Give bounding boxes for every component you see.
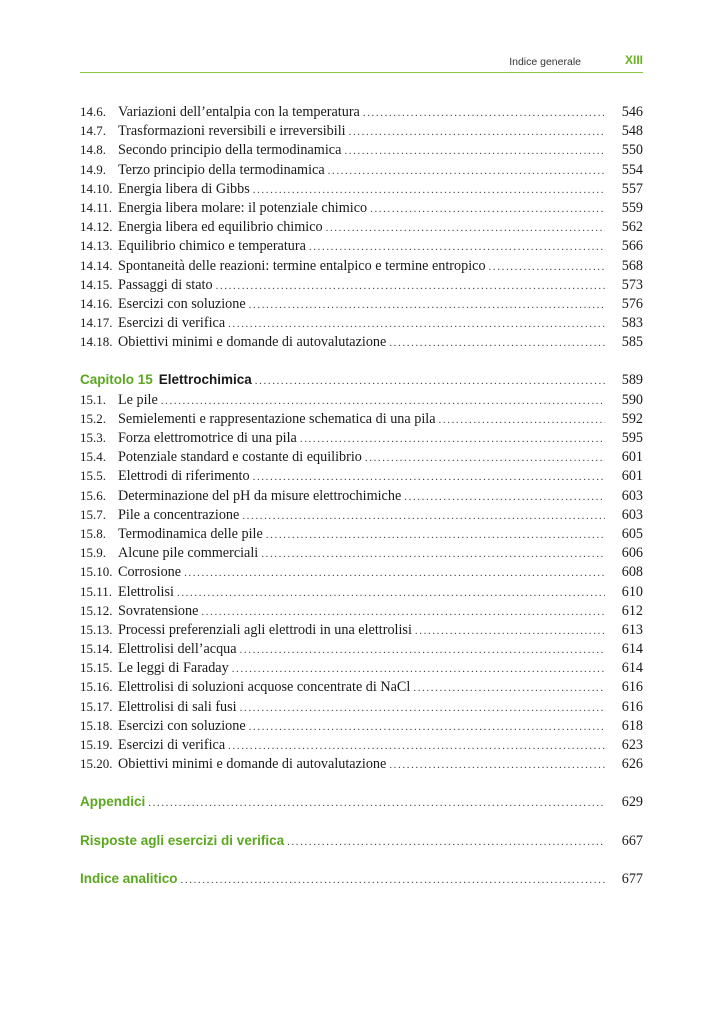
entry-title: Forza elettromotrice di una pila	[118, 430, 297, 446]
header-rule	[80, 72, 643, 73]
entry-page: 677	[621, 870, 643, 887]
entry-page: 608	[621, 564, 643, 581]
toc-entry[interactable]	[80, 716, 643, 735]
entry-number: 14.12.	[80, 219, 113, 235]
dot-leader	[328, 162, 605, 181]
dot-leader	[344, 142, 605, 161]
toc-entry[interactable]	[80, 735, 643, 754]
entry-number: 14.7.	[80, 123, 106, 139]
dot-leader	[240, 699, 605, 718]
dot-leader	[349, 123, 605, 142]
entry-page: 576	[621, 295, 643, 312]
dot-leader	[389, 756, 605, 775]
entry-page: 616	[621, 679, 643, 696]
entry-number: 15.5.	[80, 468, 106, 484]
dot-leader	[181, 871, 605, 890]
entry-title: Elettrolisi	[118, 583, 174, 600]
entry-page: 614	[621, 660, 643, 677]
entry-number: 15.2.	[80, 410, 106, 426]
toc-entry[interactable]	[80, 486, 643, 505]
dot-leader	[161, 392, 605, 411]
chapter-15-heading[interactable]	[80, 370, 643, 389]
entry-page: 614	[621, 641, 643, 658]
entry-title: Elettrolisi di sali fusi	[118, 698, 237, 715]
entry-page: 595	[621, 430, 643, 446]
entry-number: 15.15.	[80, 660, 113, 676]
entry-number: 15.3.	[80, 430, 106, 445]
entry-number: 15.12.	[80, 602, 113, 618]
entry-number: 15.14.	[80, 641, 113, 657]
toc-entry[interactable]	[80, 754, 643, 773]
entry-page: 603	[621, 487, 643, 504]
entry-number: 14.6.	[80, 104, 106, 119]
toc-entry[interactable]	[80, 466, 643, 485]
toc-entry[interactable]	[80, 409, 643, 428]
dot-leader	[363, 104, 605, 123]
dot-leader	[216, 277, 605, 296]
dot-leader	[228, 737, 605, 756]
chapter-label: Capitolo 15	[80, 372, 153, 388]
dot-leader	[439, 411, 605, 430]
dot-leader	[489, 258, 605, 277]
entry-page: 546	[621, 104, 643, 120]
toc-entry[interactable]	[80, 179, 643, 198]
dot-leader	[266, 526, 605, 545]
entry-page: 589	[621, 372, 643, 389]
dot-leader	[232, 660, 605, 679]
entry-page: 610	[621, 583, 643, 600]
entry-number: 15.20.	[80, 756, 113, 772]
entry-page: 601	[621, 468, 643, 485]
entry-title: Variazioni dell’entalpia con la temperatura	[118, 104, 360, 120]
entry-number: 15.9.	[80, 545, 106, 561]
entry-page: 603	[621, 506, 643, 523]
dot-leader	[415, 622, 605, 641]
toc-entry[interactable]	[80, 543, 643, 562]
entry-page: 554	[621, 161, 643, 178]
risposte-entry[interactable]	[80, 831, 643, 850]
toc-entry[interactable]	[80, 160, 643, 179]
toc-entry[interactable]	[80, 217, 643, 236]
entry-title: Elettrolisi dell’acqua	[118, 641, 237, 658]
dot-leader	[148, 794, 605, 813]
dot-leader	[370, 200, 605, 219]
entry-number: 14.10.	[80, 180, 113, 196]
entry-title: Energia libera di Gibbs	[118, 180, 250, 197]
entry-title: Esercizi di verifica	[118, 737, 226, 753]
dot-leader	[309, 238, 605, 257]
toc-entry[interactable]	[80, 121, 643, 140]
toc-entry[interactable]	[80, 102, 643, 121]
entry-page: 550	[621, 142, 643, 159]
dot-leader	[404, 488, 605, 507]
entry-page: 623	[621, 737, 643, 753]
entry-number: 15.17.	[80, 698, 113, 714]
entry-page: 606	[621, 545, 643, 562]
entry-number: 14.18.	[80, 334, 113, 350]
dot-leader	[249, 296, 605, 315]
entry-page: 590	[621, 391, 643, 408]
entry-title: Obiettivi minimi e domande di autovalutazione	[118, 334, 387, 351]
toc-entry[interactable]	[80, 601, 643, 620]
dot-leader	[184, 564, 605, 583]
toc-entry[interactable]	[80, 620, 643, 639]
dot-leader	[389, 334, 605, 353]
entry-number: 14.13.	[80, 238, 113, 254]
entry-title: Esercizi di verifica	[118, 315, 226, 332]
dot-leader	[177, 584, 605, 603]
entry-number: 15.10.	[80, 564, 113, 580]
toc-entry[interactable]	[80, 236, 643, 255]
table-of-contents	[80, 102, 643, 888]
dot-leader	[228, 315, 605, 334]
entry-title: Corrosione	[118, 564, 182, 581]
entry-page: 592	[621, 410, 643, 427]
entry-page: 562	[621, 219, 643, 236]
entry-number: 15.19.	[80, 737, 113, 752]
toc-entry[interactable]	[80, 447, 643, 466]
entry-number: 15.7.	[80, 506, 106, 522]
entry-title: Energia libera molare: il potenziale chimico	[118, 199, 368, 216]
dot-leader	[253, 181, 605, 200]
dot-leader	[240, 641, 605, 660]
entry-page: 557	[621, 180, 643, 197]
entry-page: 601	[621, 449, 643, 466]
entry-number: 15.18.	[80, 717, 113, 733]
entry-title: Le leggi di Faraday	[118, 660, 229, 677]
entry-number: 14.9.	[80, 161, 106, 177]
appendici-entry[interactable]	[80, 792, 643, 811]
toc-entry[interactable]	[80, 294, 643, 313]
entry-title: Alcune pile commerciali	[118, 545, 259, 562]
entry-page: 618	[621, 717, 643, 734]
dot-leader	[287, 833, 605, 852]
entry-title: Semielementi e rappresentazione schematica di una pila	[118, 410, 436, 427]
entry-number: 15.1.	[80, 391, 106, 407]
entry-title: Processi preferenziali agli elettrodi in una elettrolisi	[118, 621, 412, 638]
entry-title: Potenziale standard e costante di equilibrio	[118, 449, 362, 466]
entry-title: Termodinamica delle pile	[118, 525, 263, 542]
toc-entry[interactable]	[80, 256, 643, 275]
entry-title: Obiettivi minimi e domande di autovalutazione	[118, 756, 387, 773]
entry-title: Le pile	[118, 391, 158, 408]
entry-number: 14.8.	[80, 142, 106, 158]
toc-entry[interactable]	[80, 524, 643, 543]
toc-entry[interactable]	[80, 140, 643, 159]
entry-number: 15.13.	[80, 621, 113, 637]
entry-page: 616	[621, 698, 643, 715]
toc-entry[interactable]	[80, 313, 643, 332]
toc-entry[interactable]	[80, 677, 643, 696]
dot-leader	[242, 507, 605, 526]
entry-page: 548	[621, 123, 643, 140]
page-number: XIII	[624, 53, 643, 67]
dot-leader	[253, 468, 605, 487]
dot-leader	[255, 372, 605, 391]
entry-page: 559	[621, 199, 643, 216]
chapter-title: Elettrochimica	[158, 372, 252, 388]
entry-title: Passaggi di stato	[118, 276, 213, 293]
dot-leader	[261, 545, 605, 564]
entry-title: Esercizi con soluzione	[118, 295, 246, 312]
entry-title: Esercizi con soluzione	[118, 717, 246, 734]
entry-number: 14.15.	[80, 276, 113, 292]
entry-title: Energia libera ed equilibrio chimico	[118, 219, 323, 236]
toc-entry[interactable]	[80, 658, 643, 677]
entry-number: 15.11.	[80, 583, 113, 599]
entry-page: 605	[621, 525, 643, 542]
entry-page: 667	[621, 832, 643, 849]
entry-page: 629	[621, 794, 643, 811]
running-header-title: Indice generale	[509, 56, 581, 68]
entry-page: 626	[621, 756, 643, 773]
entry-title: Appendici	[80, 794, 146, 810]
section-15-list	[80, 390, 643, 774]
entry-title: Risposte agli esercizi di verifica	[80, 832, 285, 848]
entry-number: 15.4.	[80, 449, 106, 465]
toc-entry[interactable]	[80, 275, 643, 294]
toc-entry[interactable]	[80, 332, 643, 351]
entry-page: 573	[621, 276, 643, 293]
entry-page: 585	[621, 334, 643, 351]
entry-title: Sovratensione	[118, 602, 199, 619]
indice-analitico-entry[interactable]	[80, 869, 643, 888]
toc-entry[interactable]	[80, 505, 643, 524]
entry-title: Equilibrio chimico e temperatura	[118, 238, 306, 255]
toc-entry[interactable]	[80, 582, 643, 601]
entry-title: Trasformazioni reversibili e irreversibili	[118, 123, 346, 140]
dot-leader	[249, 718, 605, 737]
dot-leader	[201, 603, 605, 622]
entry-number: 14.11.	[80, 199, 113, 215]
dot-leader	[326, 219, 605, 238]
entry-title: Determinazione del pH da misure elettrochimiche	[118, 487, 402, 504]
toc-entry[interactable]	[80, 390, 643, 409]
entry-title: Spontaneità delle reazioni: termine entalpico e termine entropico	[118, 257, 486, 274]
dot-leader	[300, 430, 605, 449]
entry-title: Terzo principio della termodinamica	[118, 161, 325, 178]
entry-page: 583	[621, 315, 643, 332]
entry-number: 14.14.	[80, 257, 113, 273]
entry-page: 566	[621, 238, 643, 255]
toc-entry[interactable]	[80, 697, 643, 716]
entry-number: 15.16.	[80, 679, 113, 695]
toc-entry[interactable]	[80, 428, 643, 447]
toc-entry[interactable]	[80, 639, 643, 658]
entry-title: Indice analitico	[80, 870, 178, 886]
toc-entry[interactable]	[80, 198, 643, 217]
toc-entry[interactable]	[80, 562, 643, 581]
entry-number: 14.17.	[80, 315, 113, 331]
section-14-list	[80, 102, 643, 351]
entry-title: Elettrodi di riferimento	[118, 468, 250, 485]
entry-page: 613	[621, 621, 643, 638]
dot-leader	[365, 449, 605, 468]
entry-title: Secondo principio della termodinamica	[118, 142, 342, 159]
entry-number: 15.8.	[80, 525, 106, 541]
dot-leader	[413, 679, 605, 698]
entry-number: 15.6.	[80, 487, 106, 503]
entry-page: 568	[621, 257, 643, 274]
entry-page: 612	[621, 602, 643, 619]
running-header	[80, 50, 643, 72]
entry-number: 14.16.	[80, 295, 113, 311]
entry-title: Pile a concentrazione	[118, 506, 240, 523]
entry-title: Elettrolisi di soluzioni acquose concentrate di NaCl	[118, 679, 411, 696]
